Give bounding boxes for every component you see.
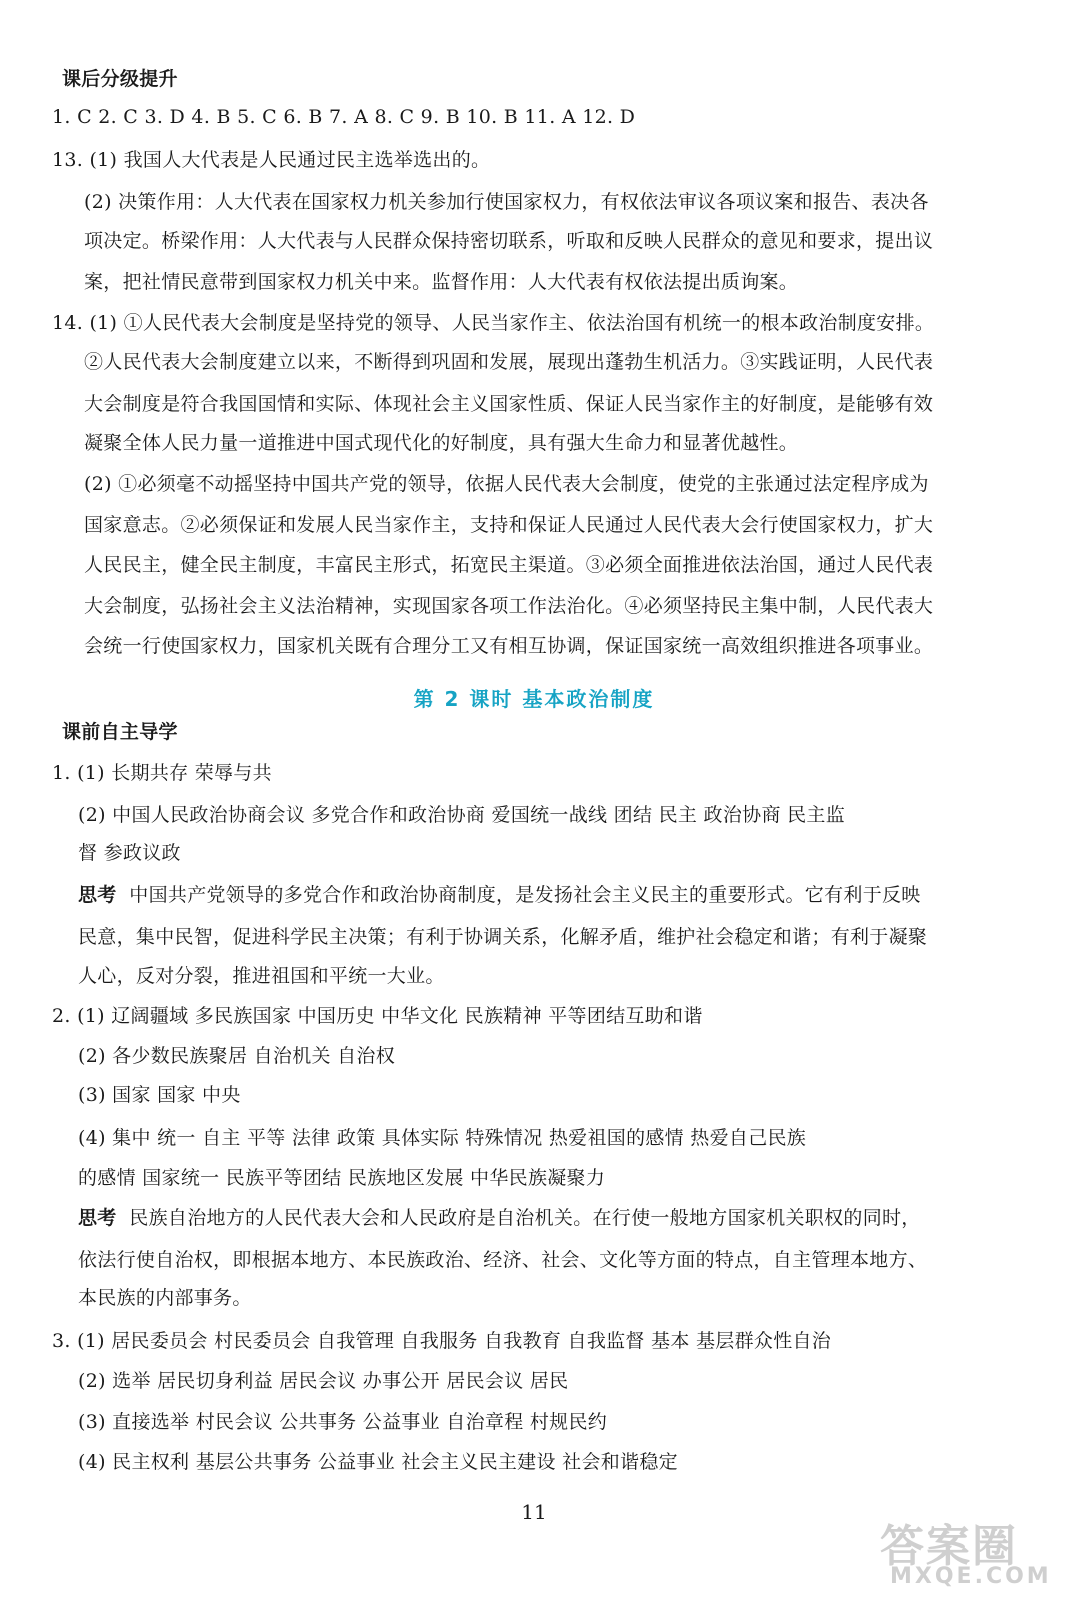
p2-think-text-1: 民族自治地方的人民代表大会和人民政府是自治机关。在行使一般地方国家机关职权的同时， <box>129 1207 921 1229</box>
mcq-answers: 1. C 2. C 3. D 4. B 5. C 6. B 7. A 8. C 9. B 10. B 11. A 12. D <box>52 106 636 128</box>
p2-line-4: (4) 集中 统一 自主 平等 法律 政策 具体实际 特殊情况 热爱祖国的感情 热爱自己民族 <box>78 1127 807 1149</box>
p1-think-line-1 <box>78 883 921 907</box>
q14-line-4: 凝聚全体人民力量一道推进中国式现代化的好制度，具有强大生命力和显著优越性。 <box>84 432 799 454</box>
think-label: 思考 <box>78 1207 117 1229</box>
section-title: 第 2 课时 基本政治制度 <box>413 687 655 711</box>
q13-line-4: 案，把社情民意带到国家权力机关中来。监督作用：人大代表有权依法提出质询案。 <box>84 271 799 293</box>
p1-think-line-3: 人心，反对分裂，推进祖国和平统一大业。 <box>78 965 445 987</box>
p2-think-line-2: 依法行使自治权，即根据本地方、本民族政治、经济、社会、文化等方面的特点，自主管理本地方、 <box>78 1249 928 1271</box>
p1-think-line-2: 民意，集中民智，促进科学民主决策；有利于协调关系，化解矛盾，维护社会稳定和谐；有利于凝聚 <box>78 926 928 948</box>
p2-line-1: 2. (1) 辽阔疆域 多民族国家 中国历史 中华文化 民族精神 平等团结互助和谐 <box>52 1005 703 1027</box>
p1-line-3: 督 参政议政 <box>78 842 181 864</box>
p2-line-2: (2) 各少数民族聚居 自治机关 自治权 <box>78 1045 396 1067</box>
q14-line-5: (2) ①必须毫不动摇坚持中国共产党的领导，依据人民代表大会制度，使党的主张通过法定程序成为 <box>84 473 929 495</box>
p2-line-3: (3) 国家 国家 中央 <box>78 1084 241 1106</box>
heading-after-class: 课后分级提升 <box>62 68 178 90</box>
q13-line-3: 项决定。桥梁作用：人大代表与人民群众保持密切联系，听取和反映人民群众的意见和要求，提出议 <box>84 230 934 252</box>
watermark-logo <box>880 1510 1060 1595</box>
q13-line-1: 13. (1) 我国人大代表是人民通过民主选举选出的。 <box>52 149 491 171</box>
q13-line-2: (2) 决策作用：人大代表在国家权力机关参加行使国家权力，有权依法审议各项议案和报告、表决各 <box>84 191 929 213</box>
p3-line-4: (4) 民主权利 基层公共事务 公益事业 社会主义民主建设 社会和谐稳定 <box>78 1451 678 1473</box>
p2-line-5: 的感情 国家统一 民族平等团结 民族地区发展 中华民族凝聚力 <box>78 1167 606 1189</box>
q14-line-8: 大会制度，弘扬社会主义法治精神，实现国家各项工作法治化。④必须坚持民主集中制，人民代表大 <box>84 595 934 617</box>
watermark-main: 答案圈 <box>880 1521 1018 1572</box>
q14-line-6: 国家意志。②必须保证和发展人民当家作主，支持和保证人民通过人民代表大会行使国家权力，扩大 <box>84 514 934 536</box>
p1-line-1: 1. (1) 长期共存 荣辱与共 <box>52 762 272 784</box>
p3-line-3: (3) 直接选举 村民会议 公共事务 公益事业 自治章程 村规民约 <box>78 1411 608 1433</box>
p1-line-2: (2) 中国人民政治协商会议 多党合作和政治协商 爱国统一战线 团结 民主 政治协商 民主监 <box>78 804 845 826</box>
p2-think-line-3: 本民族的内部事务。 <box>78 1287 252 1309</box>
page-number: 11 <box>521 1500 547 1524</box>
p3-line-1: 3. (1) 居民委员会 村民委员会 自我管理 自我服务 自我教育 自我监督 基本 基层群众性自治 <box>52 1330 832 1352</box>
p1-think-text-1: 中国共产党领导的多党合作和政治协商制度，是发扬社会主义民主的重要形式。它有利于反映 <box>129 884 921 906</box>
q14-line-1: 14. (1) ①人民代表大会制度是坚持党的领导、人民当家作主、依法治国有机统一的根本政治制度安排。 <box>52 312 935 334</box>
think-label: 思考 <box>78 884 117 906</box>
p3-line-2: (2) 选举 居民切身利益 居民会议 办事公开 居民会议 居民 <box>78 1370 569 1392</box>
q14-line-7: 人民民主，健全民主制度，丰富民主形式，拓宽民主渠道。③必须全面推进依法治国，通过人民代表 <box>84 554 934 576</box>
p2-think-line-1 <box>78 1206 921 1230</box>
q14-line-3: 大会制度是符合我国国情和实际、体现社会主义国家性质、保证人民当家作主的好制度，是能够有效 <box>84 393 934 415</box>
q14-line-9: 会统一行使国家权力，国家机关既有合理分工又有相互协调，保证国家统一高效组织推进各项事业。 <box>84 635 934 657</box>
heading-pre-class: 课前自主导学 <box>62 721 178 743</box>
q14-line-2: ②人民代表大会制度建立以来，不断得到巩固和发展，展现出蓬勃生机活力。③实践证明，人民代表 <box>84 351 934 373</box>
watermark-url: MXQE.COM <box>890 1564 1052 1589</box>
